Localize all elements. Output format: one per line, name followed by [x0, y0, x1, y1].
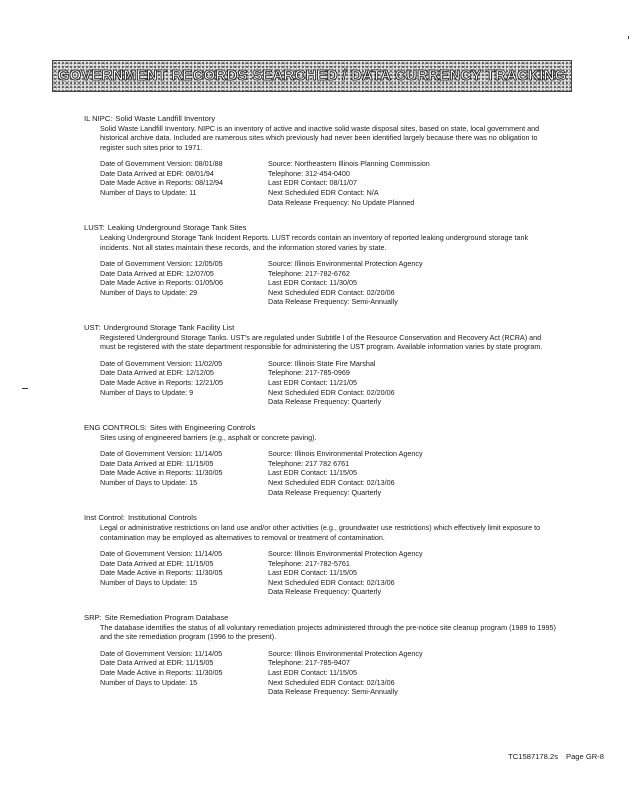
days-to-update: Number of Days to Update: 29 [100, 287, 198, 297]
scan-mark [628, 36, 629, 39]
gov-version-date: Date of Government Version: 12/05/05 [100, 259, 223, 268]
days-to-update: Number of Days to Update: 15 [100, 577, 198, 587]
section-heading [84, 223, 556, 233]
section-description: Registered Underground Storage Tanks. UST's are regulated under Subtitle I of the Resource Conservation and Recovery Act (RCRA) and must be registered with the state department responsible for administering the UST program. Available information varies by state program. [100, 332, 543, 352]
source-column [268, 159, 556, 207]
dates-column [100, 359, 268, 407]
source: Source: Illinois Environmental Protection Agency [268, 259, 423, 268]
days-to-update: Number of Days to Update: 15 [100, 477, 198, 487]
source: Source: Illinois Environmental Protection Agency [268, 648, 423, 658]
record-section-nipc [84, 114, 556, 207]
last-contact: Last EDR Contact: 11/30/05 [268, 278, 357, 288]
section-heading [84, 323, 556, 333]
section-description: Legal or administrative restrictions on land use and/or other activities (e.g., groundwater use restrictions) which effectively limit exposure to contamination may be employed as alternatives to removal or treatment of contamination. [100, 523, 541, 542]
arrived-date: Date Data Arrived at EDR: 12/12/05 [100, 368, 214, 378]
section-details [100, 649, 556, 697]
source-column [268, 449, 556, 497]
dates-column [100, 449, 268, 497]
section-heading [84, 513, 556, 523]
arrived-date: Date Data Arrived at EDR: 11/15/05 [100, 558, 214, 568]
section-code: SRP: [84, 612, 102, 622]
source-column [268, 259, 556, 307]
report-code: TC1587178.2s [508, 752, 558, 761]
section-name: Leaking Underground Storage Tank Sites [107, 223, 247, 233]
arrived-date: Date Data Arrived at EDR: 11/15/05 [100, 658, 214, 668]
section-details [100, 159, 556, 207]
telephone: Telephone: 217-782-6762 [268, 268, 350, 278]
section-details [100, 549, 556, 597]
active-date: Date Made Active in Reports: 11/30/05 [100, 468, 223, 478]
last-contact: Last EDR Contact: 11/21/05 [268, 377, 357, 387]
next-contact: Next Scheduled EDR Contact: 02/13/06 [268, 477, 395, 487]
section-details [100, 449, 556, 497]
telephone: Telephone: 217 782 6761 [268, 458, 350, 468]
dates-column [100, 649, 268, 697]
last-contact: Last EDR Contact: 08/11/07 [268, 178, 357, 188]
section-name: Institutional Controls [127, 513, 197, 523]
last-contact: Last EDR Contact: 11/15/05 [268, 667, 357, 677]
arrived-date: Date Data Arrived at EDR: 11/15/05 [100, 458, 214, 468]
arrived-date: Date Data Arrived at EDR: 12/07/05 [100, 268, 214, 278]
source-column [268, 549, 556, 597]
source-column [268, 649, 556, 697]
record-section-eng-controls [84, 422, 556, 497]
section-heading [84, 423, 556, 433]
section-description: Solid Waste Landfill Inventory. NIPC is an inventory of active and inactive solid waste disposal sites, based on state, local government and historical archive data. Included are numerous sites which previously had never been identified largely because there was no obligation to register such sites prior to 1971. [100, 124, 540, 152]
next-contact: Next Scheduled EDR Contact: 02/13/06 [268, 677, 395, 687]
scan-mark [22, 388, 28, 389]
section-code: LUST: [84, 223, 105, 233]
next-contact: Next Scheduled EDR Contact: 02/20/06 [268, 387, 395, 397]
active-date: Date Made Active in Reports: 11/30/05 [100, 667, 223, 677]
section-description: Leaking Underground Storage Tank Incident Reports. LUST records contain an inventory of reported leaking underground storage tank incidents. Not all states maintain these records, and the information stored varies by state. [100, 233, 529, 252]
gov-version-date: Date of Government Version: 11/14/05 [100, 449, 223, 459]
telephone: Telephone: 312-454-0400 [268, 168, 350, 178]
page-footer [508, 752, 604, 761]
source-column [268, 359, 556, 407]
section-details [100, 359, 556, 407]
release-frequency: Data Release Frequency: Semi-Annually [268, 687, 398, 697]
dates-column [100, 159, 268, 207]
telephone: Telephone: 217-785-9407 [268, 658, 350, 668]
section-name: Solid Waste Landfill Inventory [115, 114, 216, 123]
active-date: Date Made Active in Reports: 11/30/05 [100, 568, 223, 578]
record-section-ust [84, 322, 556, 407]
section-code: ENG CONTROLS: [84, 422, 147, 432]
source: Source: Illinois Environmental Protection Agency [268, 449, 423, 459]
next-contact: Next Scheduled EDR Contact: 02/13/06 [268, 577, 395, 587]
section-name: Sites with Engineering Controls [149, 422, 256, 432]
section-code: Inst Control: [84, 513, 125, 523]
dates-column [100, 259, 268, 307]
records-list [84, 114, 556, 713]
source: Source: Illinois Environmental Protection Agency [268, 548, 423, 558]
source: Source: Illinois State Fire Marshal [268, 358, 376, 368]
page-title: GOVERNMENT RECORDS SEARCHED / DATA CURRENCY TRACKING [57, 67, 567, 84]
active-date: Date Made Active in Reports: 08/12/94 [100, 178, 224, 188]
next-contact: Next Scheduled EDR Contact: 02/20/06 [268, 287, 395, 297]
release-frequency: Data Release Frequency: Quarterly [268, 397, 382, 407]
telephone: Telephone: 217-785-0969 [268, 368, 350, 378]
gov-version-date: Date of Government Version: 11/14/05 [100, 648, 223, 658]
section-name: Underground Storage Tank Facility List [103, 322, 235, 332]
next-contact: Next Scheduled EDR Contact: N/A [268, 188, 379, 197]
days-to-update: Number of Days to Update: 9 [100, 387, 194, 397]
last-contact: Last EDR Contact: 11/15/05 [268, 568, 357, 578]
release-frequency: Data Release Frequency: Semi-Annually [268, 297, 398, 307]
section-description: The database identifies the status of all voluntary remediation projects administered through the pre-notice site cleanup program (1989 to 1995) and the site remediation program (1996 to the present). [100, 622, 556, 642]
title-banner [52, 60, 572, 92]
record-section-srp [84, 612, 556, 697]
section-heading [84, 613, 556, 623]
telephone: Telephone: 217-782-5761 [268, 558, 350, 568]
release-frequency: Data Release Frequency: Quarterly [268, 487, 382, 497]
record-section-lust [84, 223, 556, 307]
source: Source: Northeastern Illinois Planning Commission [268, 159, 430, 169]
active-date: Date Made Active in Reports: 12/21/05 [100, 377, 224, 387]
release-frequency: Data Release Frequency: Quarterly [268, 587, 382, 597]
release-frequency: Data Release Frequency: No Update Planned [268, 197, 415, 207]
record-section-inst-control [84, 513, 556, 597]
days-to-update: Number of Days to Update: 15 [100, 677, 198, 687]
section-heading [84, 114, 556, 124]
arrived-date: Date Data Arrived at EDR: 08/01/94 [100, 168, 214, 178]
section-name: Site Remediation Program Database [104, 612, 229, 622]
active-date: Date Made Active in Reports: 01/05/06 [100, 278, 224, 288]
days-to-update: Number of Days to Update: 11 [100, 188, 197, 197]
section-code: UST: [84, 322, 101, 332]
gov-version-date: Date of Government Version: 08/01/88 [100, 159, 223, 169]
section-details [100, 259, 556, 307]
last-contact: Last EDR Contact: 11/15/05 [268, 468, 357, 478]
page-number: Page GR-8 [566, 752, 604, 761]
section-description: Sites using of engineered barriers (e.g., asphalt or concrete paving). [100, 432, 317, 442]
section-code: IL NIPC: [84, 114, 113, 123]
dates-column [100, 549, 268, 597]
gov-version-date: Date of Government Version: 11/14/05 [100, 548, 223, 558]
gov-version-date: Date of Government Version: 11/02/05 [100, 358, 223, 368]
